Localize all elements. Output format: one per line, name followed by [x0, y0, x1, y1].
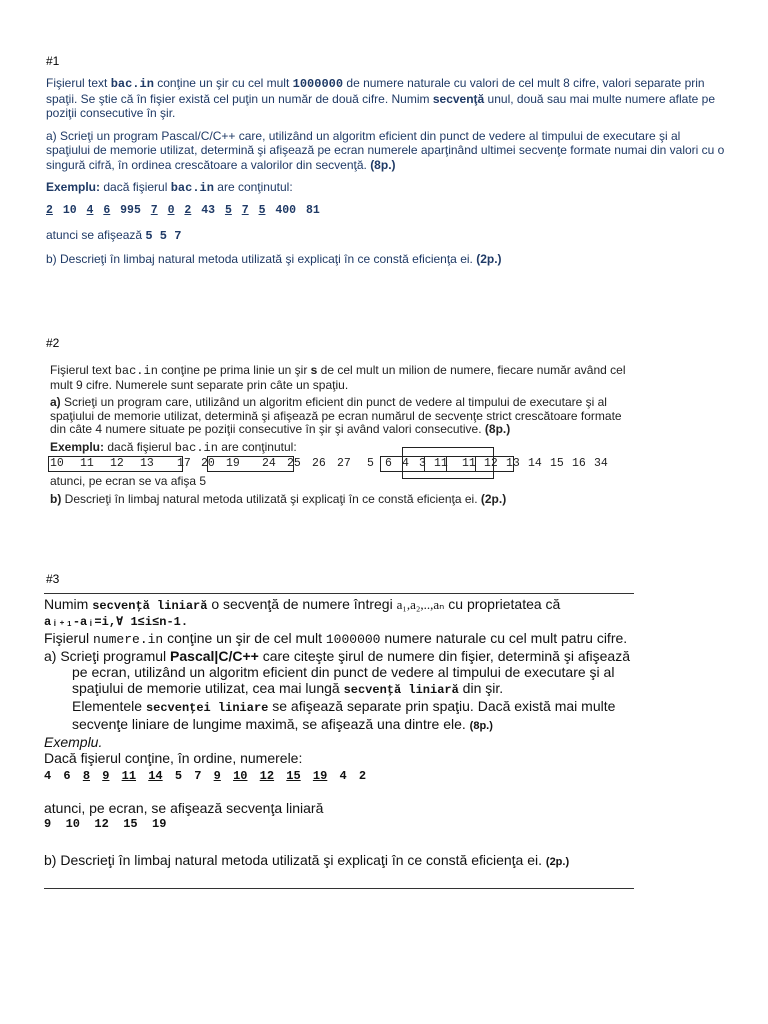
- problem-2-part-b: b) Descrieţi în limbaj natural metoda utilizată şi explicaţi în ce constă eficienţa ei. (2p.): [50, 491, 507, 506]
- divider: [44, 593, 634, 594]
- problem-3-file: Fişierul numere.in conţine un şir de cel mult 1000000 numere naturale cu cel mult patru cifre.: [44, 630, 628, 647]
- problem-1-intro: Fişierul text bac.in conţine un şir cu cel mult 1000000 de numere naturale cu valori de cel mult 8 cifre, valori separate prin spaţii. Se ştie că în fişier există cel puţin un număr de două cifre. Numim secvenţă unul, două sau mai multe numere aflate pe poziţii consecutive în şir.: [46, 76, 716, 120]
- problem-1-result: atunci se afişează 5 5 7: [46, 228, 182, 243]
- example-number: 6: [385, 457, 392, 470]
- problem-1-example: Exemplu: dacă fişierul bac.in are conţinutul:: [46, 180, 293, 195]
- term-secventa: secvenţă: [432, 91, 485, 106]
- problem-3-example-label: Exemplu.: [44, 734, 103, 750]
- example-number: 34: [594, 457, 608, 470]
- problem-2-header: #2: [46, 336, 60, 350]
- problem-1: [46, 76, 726, 274]
- formula: aᵢ₊₁-aᵢ=i,∀ 1≤i≤n-1.: [44, 615, 189, 629]
- example-number: 12: [484, 457, 498, 470]
- problem-1-part-a: a) Scrieţi un program Pascal/C/C++ care, utilizând un algoritm eficient din punct de vedere al timpului de executare şi al spaţiului de memorie utilizat, determină şi afişează pe ecran numerele aparţinând ultimei secvenţe formate numai din valori cu o singură cifră, în ordinea crescătoare a valorilor din secvenţă. (8p.): [46, 128, 725, 172]
- example-number: 25: [287, 457, 301, 470]
- example-number: 10: [50, 457, 64, 470]
- example-number: 20: [201, 457, 215, 470]
- problem-3-result: atunci, pe ecran, se afişează secvenţa liniară: [44, 800, 324, 816]
- example-number: 16: [572, 457, 586, 470]
- example-number: 26: [312, 457, 326, 470]
- problem-3-header: #3: [46, 572, 60, 586]
- problem-2-intro: Fişierul text bac.in conţine pe prima linie un şir s de cel mult un milion de numere, fiecare număr având cel mult 9 cifre. Numerele sunt separate prin câte un spaţiu.: [50, 363, 626, 392]
- problem-1-part-b: b) Descrieţi în limbaj natural metoda utilizată şi explicaţi în ce constă eficienţa ei. (2p.): [46, 251, 502, 266]
- problem-1-header: #1: [46, 54, 60, 68]
- example-number: 14: [528, 457, 542, 470]
- result-numbers: 9 10 12 15 19: [44, 817, 167, 831]
- problem-2: [50, 364, 634, 510]
- example-number: 11: [462, 457, 476, 470]
- sequence-box: [207, 456, 294, 472]
- example-number: 5: [367, 457, 374, 470]
- example-numbers: 2 10 4 6 995 7 0 2 43 5 7 5 400 81: [46, 203, 320, 217]
- problem-3: [44, 596, 634, 870]
- example-number: 24: [262, 457, 276, 470]
- example-numbers: 4 6 8 9 11 14 5 7 9 10 12 15 19 4 2: [44, 769, 367, 783]
- points-a: (8p.): [370, 157, 396, 172]
- divider: [44, 888, 634, 889]
- example-number: 17: [177, 457, 191, 470]
- problem-3-part-a-cont: Elementele secvenţei liniare se afişează separate prin spaţiu. Dacă există mai multe secvenţe liniare de lungime maximă, se afişează una dintre ele. (8p.): [72, 698, 616, 732]
- example-number: 11: [80, 457, 94, 470]
- example-number: 3: [419, 457, 426, 470]
- file-name: bac.in: [110, 77, 154, 91]
- example-number: 13: [140, 457, 154, 470]
- points-b: (2p.): [476, 251, 502, 266]
- example-number: 12: [110, 457, 124, 470]
- problem-2-example: Exemplu: dacă fişierul bac.in are conţinutul:: [50, 439, 297, 455]
- example-number: 11: [434, 457, 448, 470]
- problem-3-example-text: Dacă fişierul conţine, în ordine, numerele:: [44, 750, 303, 766]
- problem-2-result: atunci, pe ecran se va afişa 5: [50, 474, 207, 488]
- problem-3-definition: Numim secvenţă liniară o secvenţă de numere întregi a₁,a₂,..,aₙ cu proprietatea că: [44, 596, 561, 613]
- max-count: 1000000: [292, 77, 344, 91]
- sequence-box: [446, 456, 514, 472]
- result-value: 5 5 7: [145, 229, 182, 243]
- example-number: 27: [337, 457, 351, 470]
- problem-3-part-b: b) Descrieţi în limbaj natural metoda utilizată şi explicaţi în ce constă eficienţa ei. (2p.): [44, 852, 570, 868]
- example-number: 13: [506, 457, 520, 470]
- problem-3-part-a: a) Scrieţi programul Pascal|C/C++ care citeşte şirul de numere din fişier, determină şi afişează pe ecran, utilizând un algoritm eficient din punct de vedere al timpului de executare şi al spaţiului de memorie utilizat, cea mai lungă secvenţă liniară din şir.: [44, 648, 630, 697]
- problem-2-part-a: a) Scrieţi un program care, utilizând un algoritm eficient din punct de vedere al timpului de executare şi al spaţiului de memorie utilizat, determină şi afişează pe ecran numărul de secvenţe strict crescătoare formate din câte 4 numere situate pe poziţii consecutive în şir şi având valori consecutive. (8p.): [50, 395, 622, 436]
- example-number: 4: [402, 457, 409, 470]
- example-number: 19: [226, 457, 240, 470]
- example-numbers: [50, 455, 634, 473]
- example-number: 15: [550, 457, 564, 470]
